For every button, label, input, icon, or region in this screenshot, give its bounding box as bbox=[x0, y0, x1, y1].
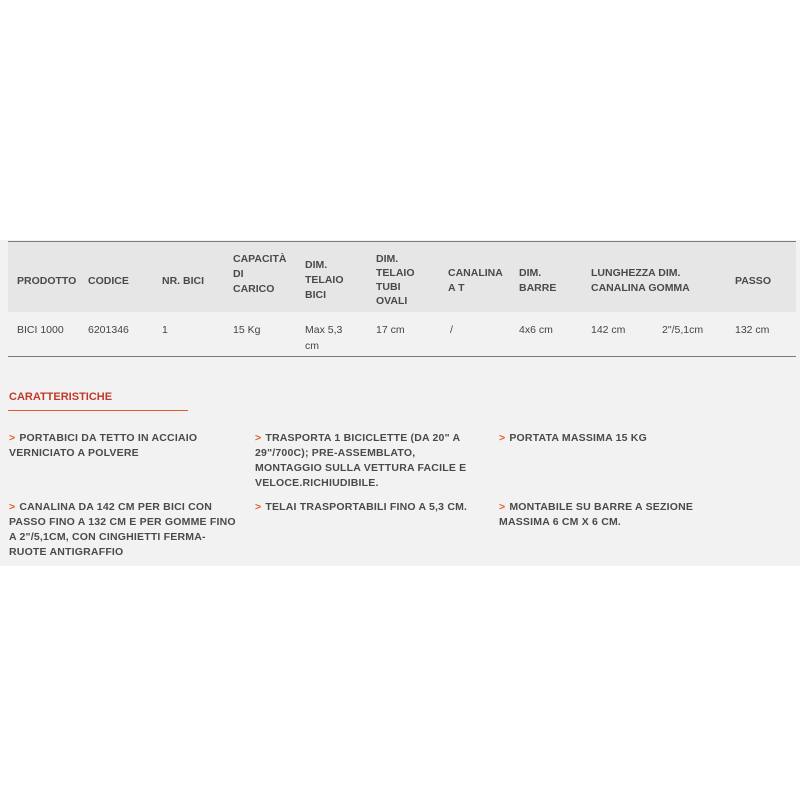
bullet-arrow-icon: > bbox=[499, 501, 506, 513]
cell-dim-telaio-bici: Max 5,3 cm bbox=[305, 324, 343, 352]
header-capacita-di-carico: CAPACITÀ DI CARICO bbox=[233, 253, 287, 295]
header-codice: CODICE bbox=[88, 275, 129, 287]
header-nr-bici: NR. BICI bbox=[162, 275, 204, 287]
header-lunghezza-canalina-dim-gomma: LUNGHEZZA DIM. CANALINA GOMMA bbox=[591, 267, 690, 294]
header-passo: PASSO bbox=[735, 275, 771, 287]
feature-item bbox=[255, 431, 485, 491]
bullet-arrow-icon: > bbox=[499, 432, 506, 444]
header-dim-barre: DIM. BARRE bbox=[519, 267, 557, 294]
feature-text: MONTABILE SU BARRE A SEZIONE MASSIMA 6 CM X 6 CM. bbox=[499, 501, 694, 528]
feature-item bbox=[9, 500, 239, 560]
bullet-arrow-icon: > bbox=[255, 501, 262, 513]
cell-canalina-a-t: / bbox=[450, 324, 453, 336]
header-dim-telaio-tubi-ovali: DIM. TELAIO TUBI OVALI bbox=[376, 253, 415, 307]
feature-text: PORTABICI DA TETTO IN ACCIAIO VERNICIATO A POLVERE bbox=[9, 432, 198, 459]
feature-item bbox=[499, 431, 729, 446]
feature-text: TELAI TRASPORTABILI FINO A 5,3 CM. bbox=[265, 501, 468, 513]
feature-text: PORTATA MASSIMA 15 KG bbox=[509, 432, 647, 444]
cell-lunghezza-canalina: 142 cm bbox=[591, 324, 626, 336]
feature-text: TRASPORTA 1 BICICLETTE (DA 20" A 29"/700C); PRE-ASSEMBLATO, MONTAGGIO SULLA VETTURA FACILE E VELOCE.RICHIUDIBILE. bbox=[255, 432, 467, 489]
table-bottom-rule bbox=[8, 356, 796, 357]
header-dim-telaio-bici: DIM. TELAIO BICI bbox=[305, 259, 344, 301]
caratteristiche-underline bbox=[8, 410, 188, 411]
header-canalina-a-t: CANALINA A T bbox=[448, 267, 503, 294]
cell-passo: 132 cm bbox=[735, 324, 770, 336]
bullet-arrow-icon: > bbox=[9, 501, 16, 513]
bullet-arrow-icon: > bbox=[255, 432, 262, 444]
cell-codice: 6201346 bbox=[88, 324, 129, 336]
feature-item bbox=[255, 500, 485, 515]
table-top-rule bbox=[8, 241, 796, 242]
header-prodotto: PRODOTTO bbox=[17, 275, 77, 287]
cell-dim-barre: 4x6 cm bbox=[519, 324, 553, 336]
cell-dim-gomma: 2"/5,1cm bbox=[662, 324, 704, 336]
feature-item bbox=[499, 500, 729, 530]
bullet-arrow-icon: > bbox=[9, 432, 16, 444]
cell-prodotto: BICI 1000 bbox=[17, 324, 64, 336]
cell-nr-bici: 1 bbox=[162, 324, 168, 336]
cell-capacita: 15 Kg bbox=[233, 324, 261, 336]
feature-text: CANALINA DA 142 CM PER BICI CON PASSO FINO A 132 CM E PER GOMME FINO A 2"/5,1CM, CON CINGHIETTI FERMA-RUOTE ANTIGRAFFIO bbox=[9, 501, 236, 558]
cell-dim-telaio-tubi-ovali: 17 cm bbox=[376, 324, 405, 336]
caratteristiche-title: CARATTERISTICHE bbox=[9, 391, 113, 403]
feature-item bbox=[9, 431, 239, 461]
